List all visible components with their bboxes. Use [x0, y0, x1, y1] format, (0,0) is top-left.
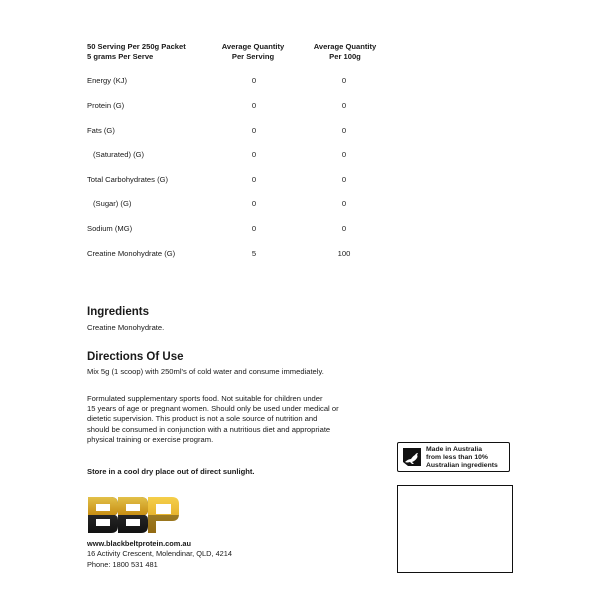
storage-instructions: Store in a cool dry place out of direct sunlight.: [87, 467, 255, 476]
nutrition-row: [0, 198, 600, 210]
badge-line1: Made in Australia: [426, 446, 483, 453]
nutrient-label: (Sugar) (G): [93, 199, 132, 208]
website-link[interactable]: www.blackbeltprotein.com.au: [87, 539, 192, 548]
per-100g-value: 0: [341, 150, 347, 159]
nutrition-row: [0, 248, 600, 260]
nutrition-row: [0, 100, 600, 112]
badge-text: [426, 446, 498, 471]
made-in-australia-badge: [397, 442, 510, 472]
per-100g-value: 0: [341, 101, 347, 110]
directions-text: Mix 5g (1 scoop) with 250ml's of cold water and consume immediately.: [87, 367, 324, 376]
blank-label-box: [397, 485, 513, 573]
nutrient-label: Total Carbohydrates (G): [87, 175, 169, 184]
nutrition-row: [0, 149, 600, 161]
per-serving-value: 0: [251, 150, 257, 159]
per-100g-value: 0: [341, 76, 347, 85]
directions-heading: Directions Of Use: [87, 351, 184, 363]
per-100g-line1: Average Quantity: [313, 42, 377, 51]
nutrition-row: [0, 125, 600, 137]
per-serving-value: 0: [251, 126, 257, 135]
nutrient-label: Sodium (MG): [87, 224, 133, 233]
phone-text: Phone: 1800 531 481: [87, 560, 158, 569]
per-serving-value: 0: [251, 224, 257, 233]
nutrient-label: Fats (G): [87, 126, 115, 135]
serving-size: 5 grams Per Serve: [87, 51, 154, 61]
nutrient-label: Creatine Monohydrate (G): [87, 249, 176, 258]
per-serving-value: 5: [251, 249, 257, 258]
warning-line: physical training or exercise program.: [87, 434, 214, 444]
ingredients-heading: Ingredients: [87, 306, 149, 318]
nutrition-row: [0, 174, 600, 186]
per-100g-value: 0: [341, 126, 347, 135]
per-100g-value: 0: [341, 224, 347, 233]
warning-line: Formulated supplementary sports food. Not suitable for children under: [87, 394, 323, 403]
per-serving-value: 0: [251, 199, 257, 208]
per-serving-value: 0: [251, 101, 257, 110]
per-serving-line2: Per Serving: [231, 51, 275, 61]
ingredients-text: Creatine Monohydrate.: [87, 323, 165, 332]
serving-count: 50 Serving Per 250g Packet: [87, 42, 186, 51]
nutrition-header-per-100g: [290, 42, 400, 61]
warning-line: should be consumed in conjunction with a nutritious diet and appropriate: [87, 424, 331, 434]
kangaroo-icon: [402, 447, 422, 467]
nutrition-row: [0, 75, 600, 87]
nutrient-label: Energy (KJ): [87, 76, 128, 85]
warning-line: 15 years of age or pregnant women. Should only be used under medical or: [87, 404, 339, 414]
badge-line2: from less than 10%: [426, 454, 488, 462]
per-100g-value: 100: [337, 249, 351, 258]
per-serving-value: 0: [251, 175, 257, 184]
warning-paragraph: [87, 394, 372, 445]
nutrient-label: (Saturated) (G): [93, 150, 145, 159]
bbp-logo: [87, 496, 180, 534]
per-100g-value: 0: [341, 199, 347, 208]
warning-line: dietetic supervision. This product is not a sole source of nutrition and: [87, 414, 318, 424]
address-text: 16 Activity Crescent, Molendinar, QLD, 4214: [87, 549, 233, 558]
badge-line3: Australian ingredients: [426, 462, 498, 470]
nutrient-label: Protein (G): [87, 101, 125, 110]
nutrition-row: [0, 223, 600, 235]
per-100g-value: 0: [341, 175, 347, 184]
per-100g-line2: Per 100g: [329, 51, 361, 61]
per-serving-value: 0: [251, 76, 257, 85]
per-serving-line1: Average Quantity: [221, 42, 285, 51]
